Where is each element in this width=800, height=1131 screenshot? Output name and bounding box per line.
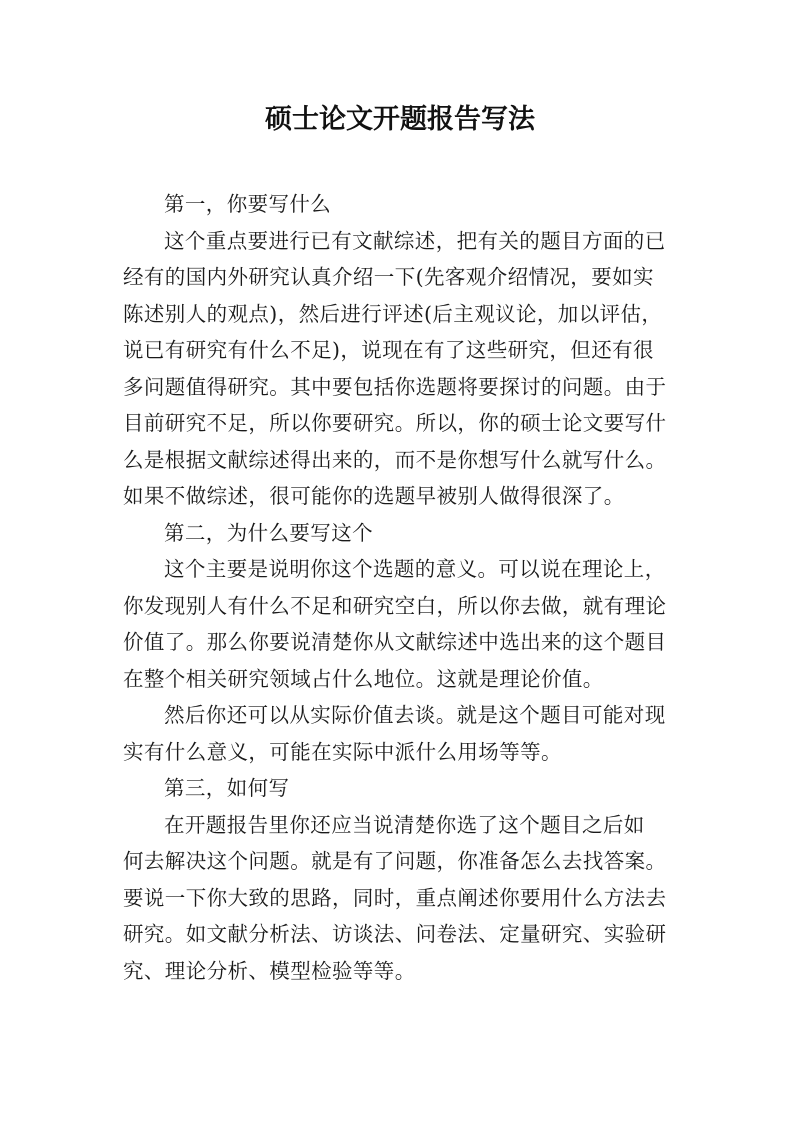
text-line: 这个主要是说明你这个选题的意义。可以说在理论上，: [164, 557, 666, 581]
text-line: 在整个相关研究领域占什么地位。这就是理论价值。: [123, 666, 604, 691]
text-line: 这个重点要进行已有文献综述，把有关的题目方面的已: [164, 228, 666, 253]
text-line: 你发现别人有什么不足和研究空白，所以你去做，就有理论: [123, 593, 667, 618]
paragraph: [123, 551, 691, 697]
text-line: 经有的国内外研究认真介绍一下(先客观介绍情况，要如实: [123, 265, 654, 289]
section-heading: 第一，你要写什么: [164, 192, 332, 216]
section-heading: 第二，为什么要写这个: [164, 520, 373, 545]
paragraph: [123, 807, 691, 990]
text-line: 多问题值得研究。其中要包括你选题将要探讨的问题。由于: [123, 374, 667, 399]
text-line: 如果不做综述，很可能你的选题早被别人做得很深了。: [123, 484, 625, 508]
page-title: 硕士论文开题报告写法: [265, 104, 535, 135]
text-line: 何去解决这个问题。就是有了问题，你准备怎么去找答案。: [123, 849, 667, 873]
text-line: 然后你还可以从实际价值去谈。就是这个题目可能对现: [164, 703, 666, 727]
document-body: [123, 186, 691, 989]
paragraph: [123, 223, 691, 515]
text-line: 么是根据文献综述得出来的，而不是你想写什么就写什么。: [123, 447, 667, 472]
paragraph: [123, 697, 691, 770]
text-line: 陈述别人的观点)，然后进行评述(后主观议论，加以评估，: [123, 301, 663, 326]
text-line: 目前研究不足，所以你要研究。所以，你的硕士论文要写什: [123, 411, 667, 435]
text-line: 说已有研究有什么不足)，说现在有了这些研究，但还有很: [123, 338, 654, 362]
section-heading: 第三，如何写: [164, 776, 290, 800]
text-line: 究、理论分析、模型检验等等。: [123, 958, 416, 983]
text-line: 在开题报告里你还应当说清楚你选了这个题目之后如: [164, 812, 645, 837]
text-line: 实有什么意义，可能在实际中派什么用场等等。: [123, 739, 562, 764]
text-line: 要说一下你大致的思路，同时，重点阐述你要用什么方法去: [123, 885, 667, 910]
text-line: 价值了。那么你要说清楚你从文献综述中选出来的这个题目: [123, 630, 667, 654]
text-line: 研究。如文献分析法、访谈法、问卷法、定量研究、实验研: [123, 922, 667, 946]
